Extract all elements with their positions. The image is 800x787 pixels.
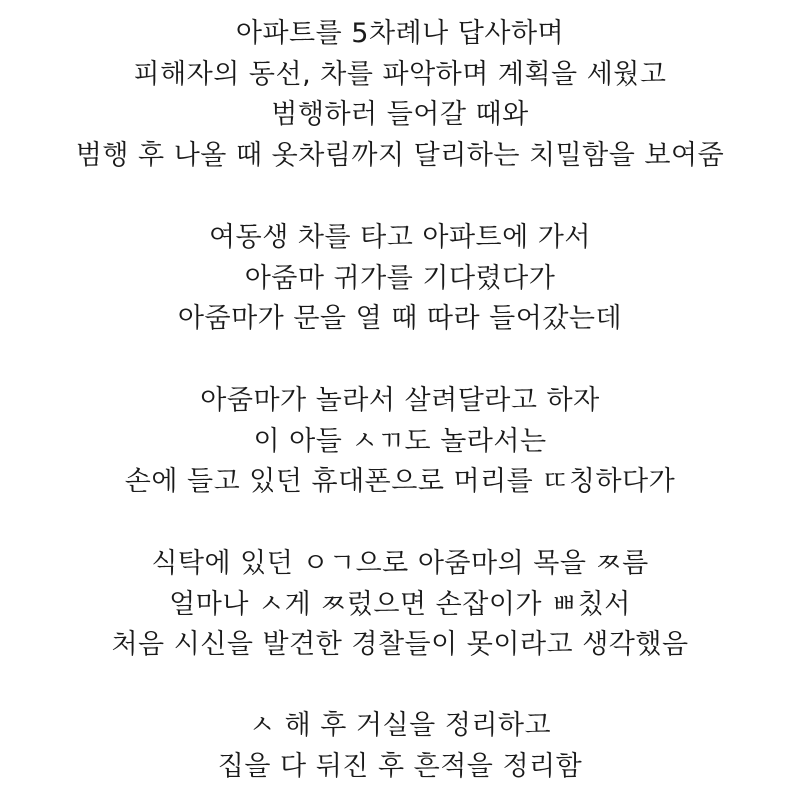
text-line: 아파트를 5차례나 답사하며 — [0, 14, 800, 55]
text-line: 아줌마가 놀라서 살려달라고 하자 — [0, 381, 800, 422]
text-line: 집을 다 뒤진 후 흔적을 정리함 — [0, 747, 800, 787]
text-line: 손에 들고 있던 휴대폰으로 머리를 ㄸ칭하다가 — [0, 462, 800, 503]
paragraph-2 — [0, 218, 800, 340]
paragraph-5 — [0, 706, 800, 787]
paragraph-3 — [0, 381, 800, 503]
paragraph-4 — [0, 544, 800, 666]
text-line: 범행 후 나올 때 옷차림까지 달리하는 치밀함을 보여줌 — [0, 136, 800, 177]
text-line: 아줌마 귀가를 기다렸다가 — [0, 259, 800, 300]
text-line: 얼마나 ㅅ게 ㅉ렀으면 손잡이가 ㅃ칬서 — [0, 585, 800, 626]
text-line: 피해자의 동선, 차를 파악하며 계획을 세웠고 — [0, 55, 800, 96]
text-line: 아줌마가 문을 열 때 따라 들어갔는데 — [0, 299, 800, 340]
text-line: 범행하러 들어갈 때와 — [0, 95, 800, 136]
text-line: 식탁에 있던 ㅇㄱ으로 아줌마의 목을 ㅉ름 — [0, 544, 800, 585]
text-line: 처음 시신을 발견한 경찰들이 못이라고 생각했음 — [0, 625, 800, 666]
paragraph-1 — [0, 14, 800, 176]
text-line: 여동생 차를 타고 아파트에 가서 — [0, 218, 800, 259]
text-line: ㅅ 해 후 거실을 정리하고 — [0, 706, 800, 747]
text-line: 이 아들 ㅅㄲ도 놀라서는 — [0, 422, 800, 463]
